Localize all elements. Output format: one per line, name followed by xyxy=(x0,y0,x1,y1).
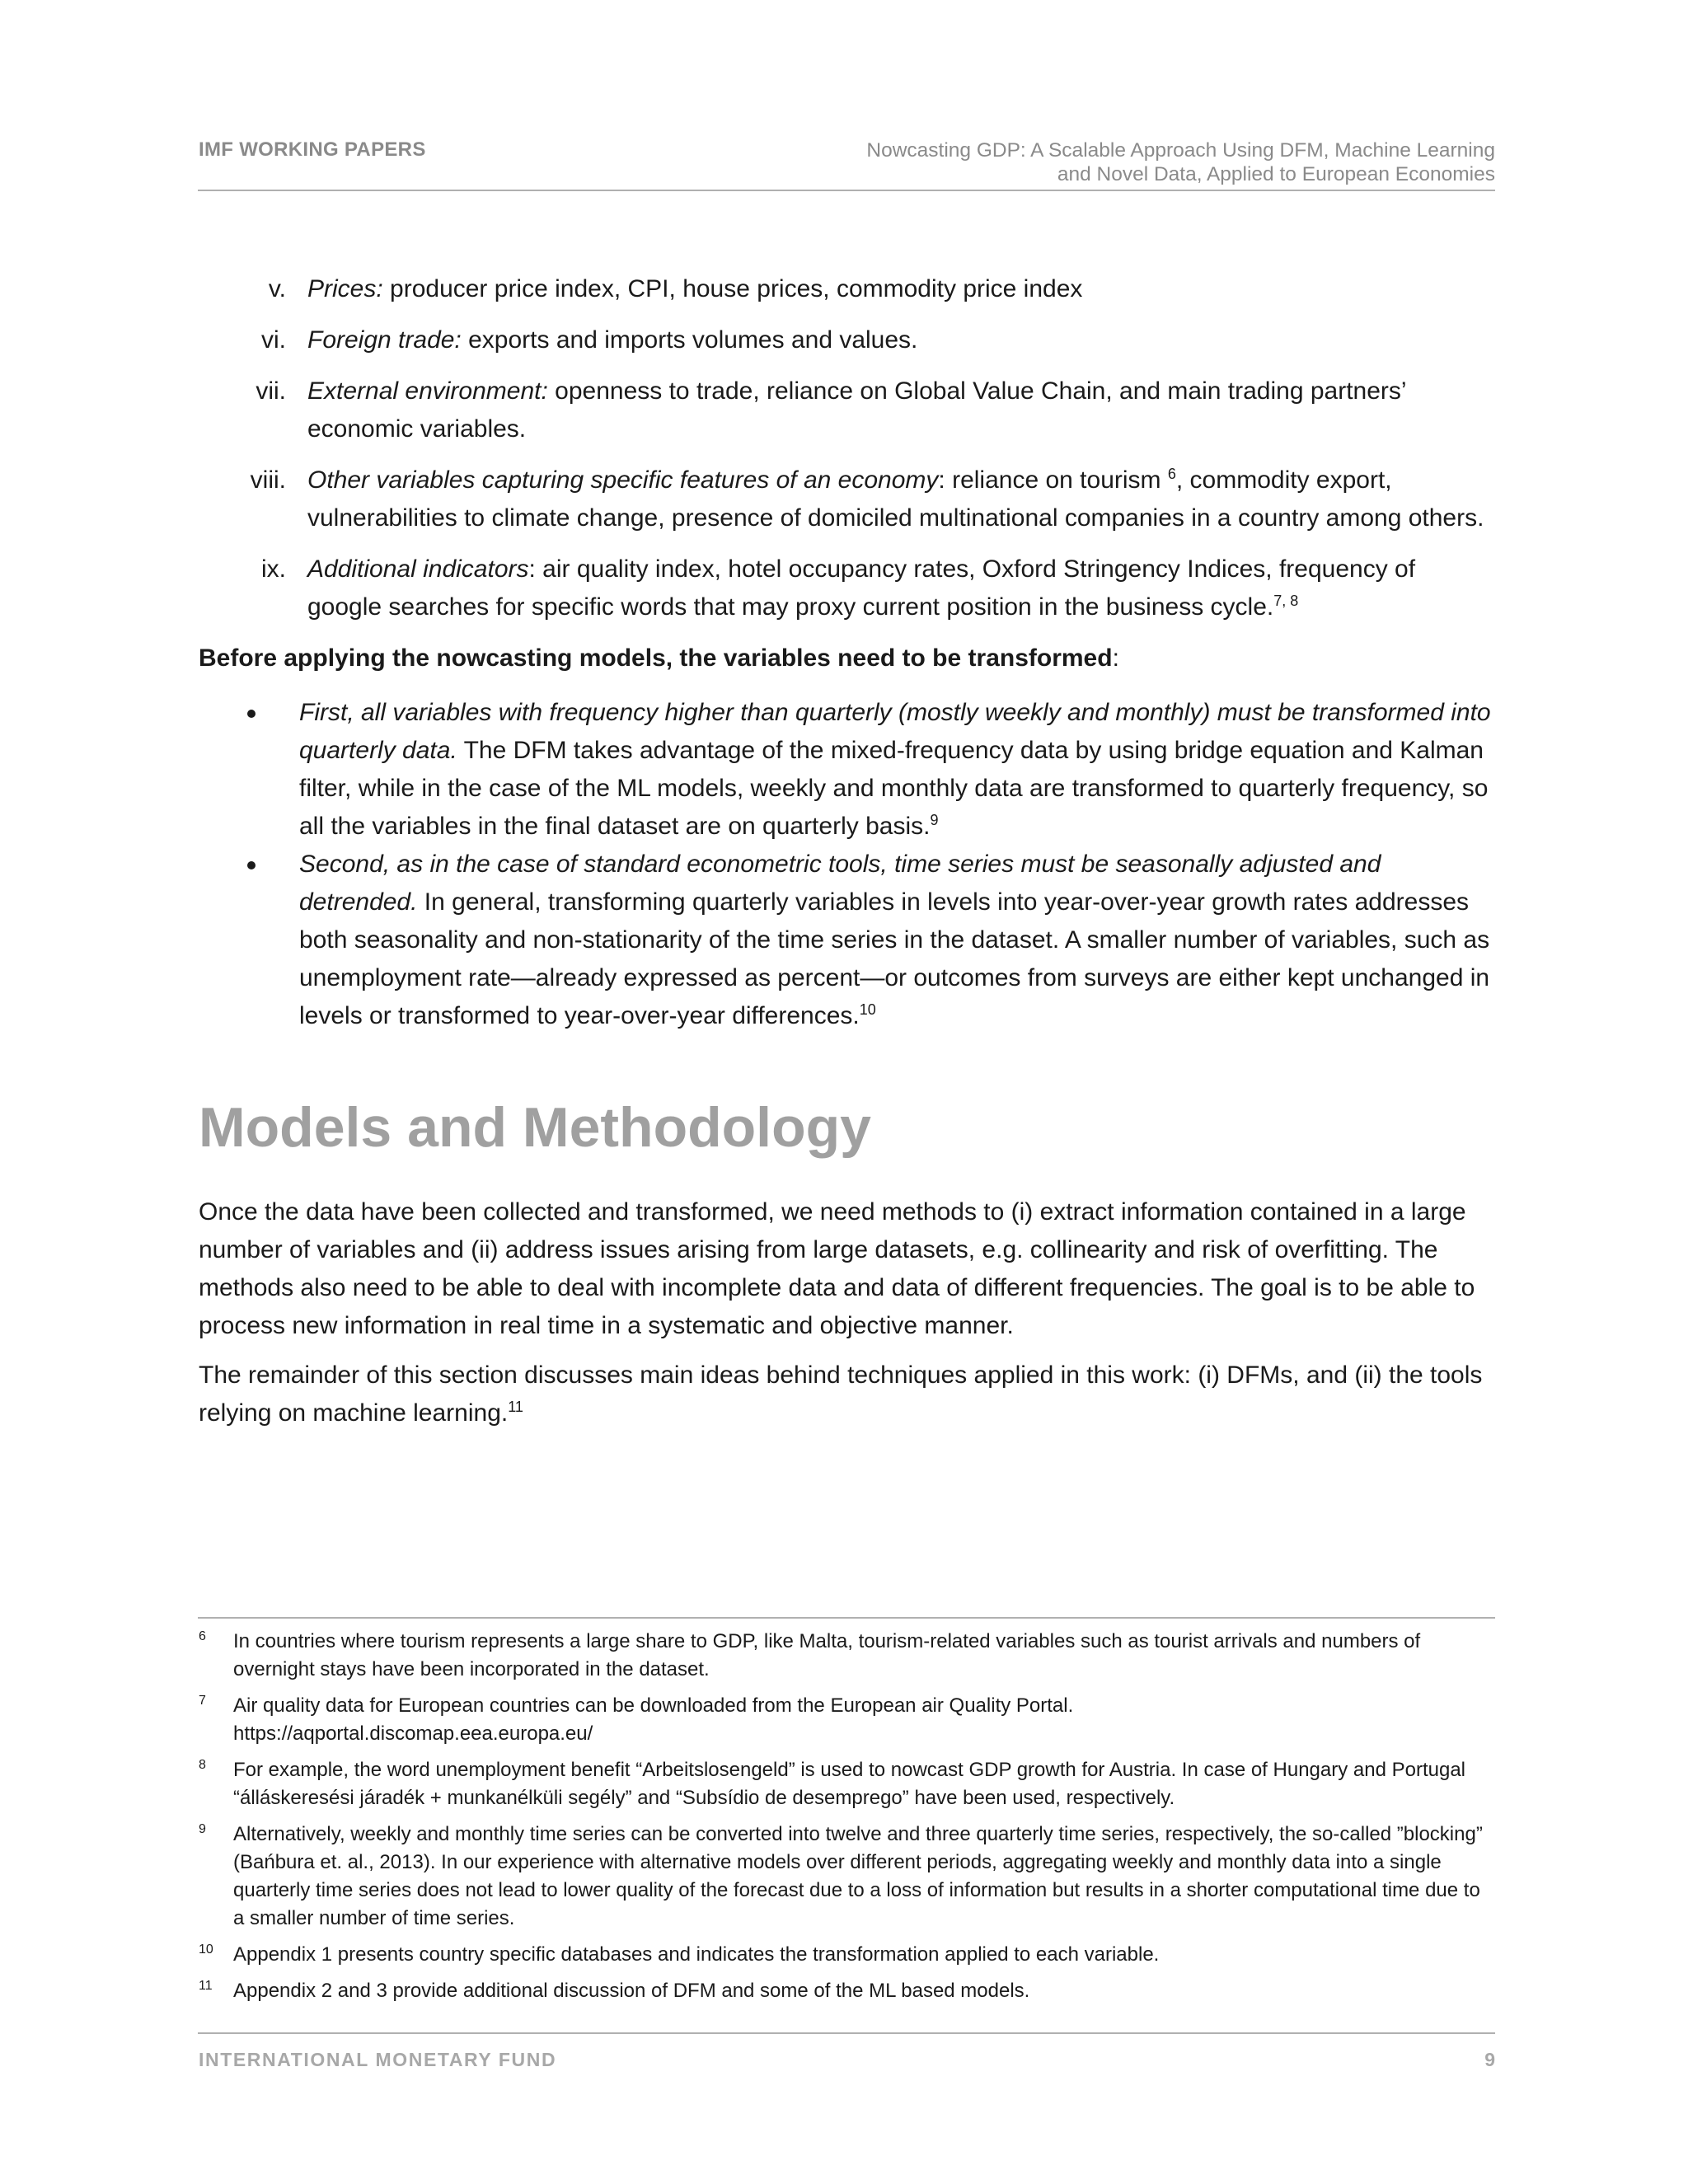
list-item-text: exports and imports volumes and values. xyxy=(461,326,918,354)
footnote-number: 9 xyxy=(199,1822,206,1836)
list-item-label: Foreign trade: xyxy=(307,326,462,354)
footnote-ref-11[interactable]: 11 xyxy=(508,1399,523,1415)
list-item-text: , commodity export, vulnerabilities to climate change, presence of domiciled multinational companies in a country among others. xyxy=(307,466,1484,532)
footnote xyxy=(199,1756,1496,1812)
list-item-text: openness to trade, reliance on Global Value Chain, and main trading partners’ economic variables. xyxy=(307,377,1406,443)
list-item xyxy=(199,270,1496,308)
bullet-item xyxy=(199,694,1496,846)
footnote xyxy=(199,1628,1496,1684)
list-item-number: vii. xyxy=(256,377,286,405)
running-header-title-line1: Nowcasting GDP: A Scalable Approach Using DFM, Machine Learning xyxy=(866,139,1495,162)
list-item-number: ix. xyxy=(261,555,286,583)
footnotes xyxy=(199,1628,1496,2013)
header-divider xyxy=(198,190,1495,191)
section-title: Models and Methodology xyxy=(199,1096,871,1159)
running-header-series: IMF WORKING PAPERS xyxy=(199,138,426,161)
footnote-number: 10 xyxy=(199,1943,213,1957)
footnote-ref-9[interactable]: 9 xyxy=(930,812,939,828)
footnote-number: 7 xyxy=(199,1694,206,1708)
list-item-label: Prices: xyxy=(307,275,383,302)
list-item-label: Additional indicators xyxy=(307,555,529,583)
list-item-label: Other variables capturing specific features of an economy xyxy=(307,466,939,494)
list-item xyxy=(199,321,1496,359)
body-paragraph xyxy=(199,1357,1496,1432)
list-item xyxy=(199,551,1496,626)
bullet-item xyxy=(199,846,1496,1035)
footnote-number: 11 xyxy=(199,1979,213,1993)
variable-categories-list xyxy=(199,270,1496,626)
footer-divider xyxy=(198,2032,1495,2034)
footnote-text: In countries where tourism represents a large share to GDP, like Malta, tourism-related variables such as tourist arrivals and numbers of overnight stays have been incorporated in the dataset. xyxy=(233,1630,1421,1680)
transformation-intro-colon: : xyxy=(1112,644,1119,672)
bullet-text: In general, transforming quarterly variables in levels into year-over-year growth rates addresses both seasonality and non-stationarity of the time series in the dataset. A smaller number of variables, such as unemployment rate—already expressed as percent—or outcomes from surveys are either kept unchanged in levels or transformed to year-over-year differences. xyxy=(299,888,1490,1029)
footnote-number: 8 xyxy=(199,1758,206,1772)
bullet-icon xyxy=(247,710,256,718)
footnote xyxy=(199,1692,1496,1748)
list-item-number: vi. xyxy=(261,326,286,354)
footnote xyxy=(199,1821,1496,1933)
paragraph-text: The remainder of this section discusses main ideas behind techniques applied in this work: (i) DFMs, and (ii) the tools relying on machine learning. xyxy=(199,1361,1483,1427)
list-item-number: v. xyxy=(268,275,286,302)
footnote-ref-7-8[interactable]: 7, 8 xyxy=(1273,593,1299,609)
paragraph-text: Once the data have been collected and transformed, we need methods to (i) extract information contained in a large number of variables and (ii) address issues arising from large datasets, e.g. collinearity and risk of overfitting. The methods also need to be able to deal with incomplete data and data of different frequencies. The goal is to be able to process new information in real time in a systematic and objective manner. xyxy=(199,1198,1475,1339)
list-item-number: viii. xyxy=(250,466,286,494)
body-paragraph xyxy=(199,1193,1496,1345)
footnote-text: Air quality data for European countries can be downloaded from the European air Quality Portal. xyxy=(233,1694,1074,1717)
list-item-text: producer price index, CPI, house prices, commodity price index xyxy=(382,275,1083,302)
bullet-icon xyxy=(247,861,256,869)
footnote-text: Alternatively, weekly and monthly time series can be converted into twelve and three quarterly time series, respectively, the so-called ”blocking” (Bańbura et. al., 2013). In our experience with alternative models over different periods, aggregating weekly and monthly data into a single quarterly time series does not lead to lower quality of the forecast due to a loss of information but results in a shorter computational time due to a smaller number of time series. xyxy=(233,1823,1483,1929)
footnote-divider xyxy=(198,1617,1495,1619)
list-item-label: External environment: xyxy=(307,377,548,405)
running-header-title-line2: and Novel Data, Applied to European Economies xyxy=(1057,163,1495,185)
running-header-title xyxy=(671,138,1495,186)
list-item xyxy=(199,373,1496,448)
list-item-text-a: : reliance on tourism xyxy=(938,466,1168,494)
list-item xyxy=(199,462,1496,537)
transformation-intro xyxy=(199,640,1496,677)
transformation-intro-text: Before applying the nowcasting models, the variables need to be transformed xyxy=(199,644,1113,672)
footnote xyxy=(199,1941,1496,1969)
footnote-number: 6 xyxy=(199,1629,206,1643)
list-item-text: : air quality index, hotel occupancy rates, Oxford Stringency Indices, frequency of google searches for specific words that may proxy current position in the business cycle. xyxy=(307,555,1416,621)
footnote-text: For example, the word unemployment benefit “Arbeitslosengeld” is used to nowcast GDP growth for Austria. In case of Hungary and Portugal “álláskeresési járadék + munkanélküli segély” and “Subsídio de desemprego” have been used, respectively. xyxy=(233,1759,1465,1809)
footer-organization: INTERNATIONAL MONETARY FUND xyxy=(199,2049,557,2070)
footnote-link[interactable]: https://aqportal.discomap.eea.europa.eu/ xyxy=(233,1722,593,1745)
footnote-ref-10[interactable]: 10 xyxy=(859,1001,876,1018)
page-number: 9 xyxy=(1484,2049,1495,2070)
bullet-italic: First, all variables with frequency higher than quarterly (mostly weekly and monthly) must be transformed into quarterly data. xyxy=(299,699,1491,764)
main-content xyxy=(199,270,1496,1444)
footnote-text: Appendix 1 presents country specific databases and indicates the transformation applied to each variable. xyxy=(233,1943,1160,1966)
bullet-italic: Second, as in the case of standard econometric tools, time series must be seasonally adjusted and detrended. xyxy=(299,851,1381,916)
footnote-ref-6[interactable]: 6 xyxy=(1167,466,1176,482)
footnote xyxy=(199,1977,1496,2005)
bullet-text: The DFM takes advantage of the mixed-frequency data by using bridge equation and Kalman filter, while in the case of the ML models, weekly and monthly data are transformed to quarterly frequency, so all the variables in the final dataset are on quarterly basis. xyxy=(299,737,1489,840)
footnote-text: Appendix 2 and 3 provide additional discussion of DFM and some of the ML based models. xyxy=(233,1980,1030,2002)
